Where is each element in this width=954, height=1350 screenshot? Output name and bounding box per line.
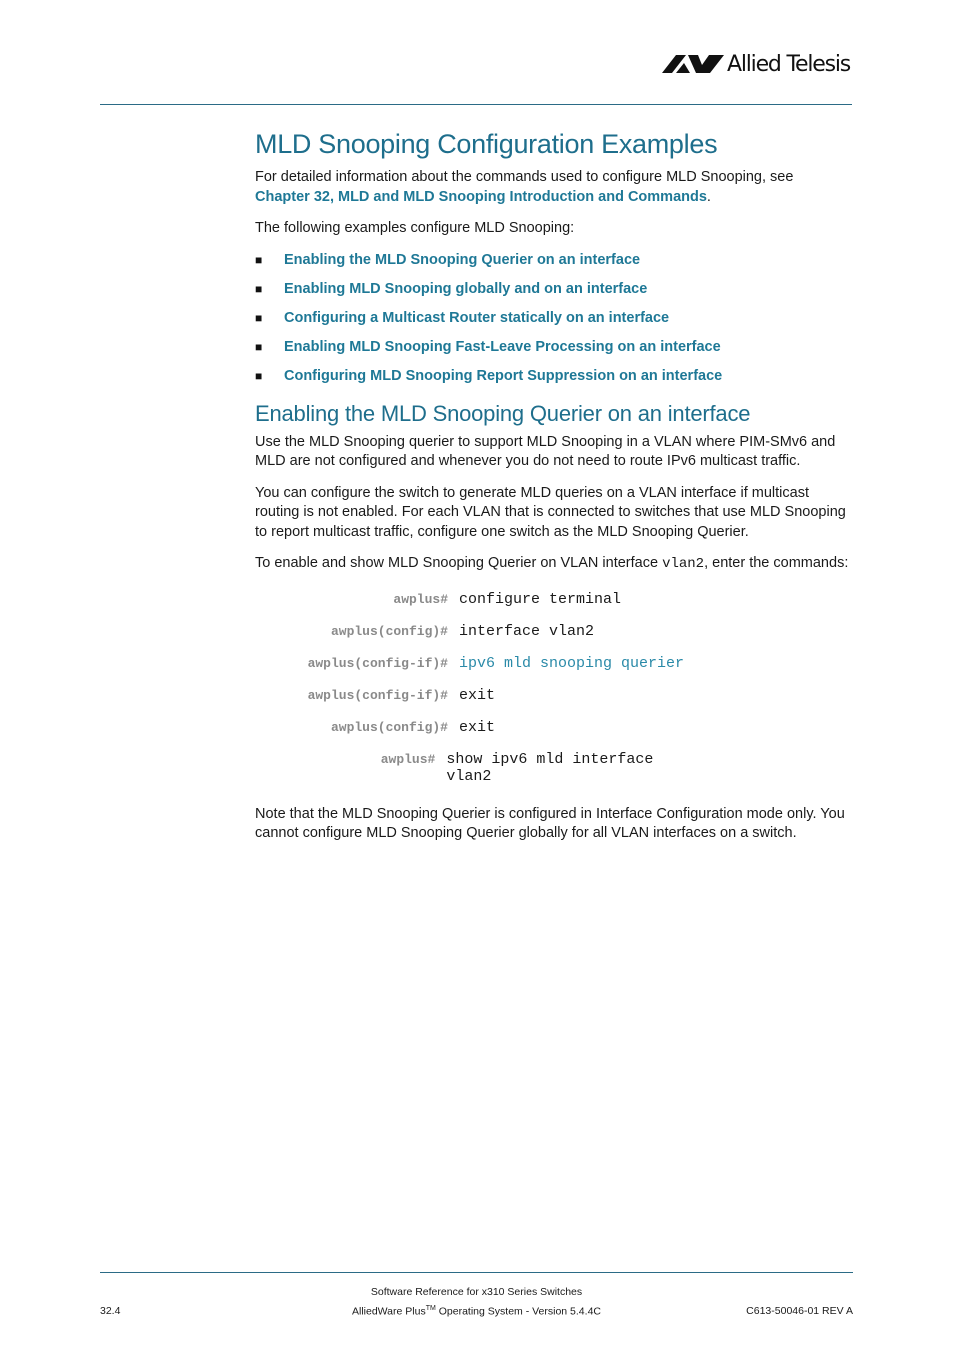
command-prompt: awplus(config)# — [330, 623, 448, 639]
command-text: configure terminal — [459, 590, 622, 608]
intro-end: . — [706, 188, 711, 205]
page-title: MLD Snooping Configuration Examples — [255, 129, 718, 159]
command-row — [0, 719, 700, 751]
example-link[interactable]: Configuring a Multicast Router statically on an interface — [284, 310, 670, 326]
command-text: show ipv6 mld interface vlan2 — [446, 750, 654, 785]
command-row — [0, 687, 700, 719]
example-link[interactable]: Configuring MLD Snooping Report Suppression on an interface — [284, 368, 723, 384]
document-id: C613-50046-01 REV A — [746, 1305, 853, 1317]
header-rule — [100, 104, 852, 105]
footer-version-text: Operating System - Version 5.4.4C — [435, 1305, 601, 1318]
command-text: exit — [459, 686, 496, 704]
brand-name: Allied Telesis — [727, 51, 850, 77]
para3-text-b: , enter the commands: — [704, 555, 849, 571]
note-paragraph: Note that the MLD Snooping Querier is configured in Interface Configuration mode only. You cannot configure MLD Snooping Querier globally for all VLAN interfaces on a switch. — [255, 805, 845, 841]
list-item — [255, 333, 855, 362]
list-item — [255, 362, 855, 391]
examples-list — [255, 246, 855, 391]
examples-lead: The following examples configure MLD Snooping: — [255, 220, 575, 236]
command-text: exit — [459, 718, 496, 736]
command-row — [0, 591, 700, 623]
intro-paragraph — [255, 168, 855, 207]
example-link[interactable]: Enabling MLD Snooping Fast-Leave Processing on an interface — [284, 339, 721, 355]
intro-text: For detailed information about the commands used to configure MLD Snooping, see — [255, 169, 794, 185]
inline-code-vlan2: vlan2 — [662, 556, 705, 572]
command-prompt: awplus(config-if)# — [307, 655, 448, 671]
footer-version — [100, 1305, 853, 1318]
bullet-square-icon: ■ — [255, 282, 263, 296]
footer-tm: TM — [425, 1305, 436, 1312]
list-item — [255, 304, 855, 333]
section-paragraph-3 — [255, 554, 855, 575]
command-row — [0, 623, 700, 655]
bullet-square-icon: ■ — [255, 253, 263, 267]
chapter-link[interactable]: Chapter 32, MLD and MLD Snooping Introduction and Commands — [255, 188, 707, 205]
section-paragraph-2: You can configure the switch to generate MLD queries on a VLAN interface if multicast routing is not enabled. For each VLAN that is connected to switches that use MLD Snooping to report multicast traffic, configure one switch as the MLD Snooping Querier. — [255, 484, 846, 540]
bullet-square-icon: ■ — [255, 311, 263, 325]
footer-rule — [100, 1272, 853, 1273]
command-row — [0, 751, 700, 783]
footer-title: Software Reference for x310 Series Switches — [370, 1286, 583, 1298]
command-prompt: awplus(config-if)# — [307, 687, 448, 703]
example-link[interactable]: Enabling MLD Snooping globally and on an interface — [284, 281, 648, 297]
command-prompt: awplus# — [380, 751, 436, 767]
example-link[interactable]: Enabling the MLD Snooping Querier on an interface — [284, 252, 641, 268]
bullet-square-icon: ■ — [255, 369, 263, 383]
command-row — [0, 655, 700, 687]
command-block — [0, 591, 700, 783]
section-heading: Enabling the MLD Snooping Querier on an interface — [255, 400, 751, 426]
footer-product: AlliedWare Plus — [351, 1305, 426, 1318]
command-text: interface vlan2 — [459, 622, 595, 640]
para3-text-a: To enable and show MLD Snooping Querier on VLAN interface — [255, 555, 663, 571]
command-text-highlighted: ipv6 mld snooping querier — [459, 654, 685, 672]
allied-telesis-logo — [662, 50, 850, 78]
command-prompt: awplus(config)# — [330, 719, 448, 735]
page-content — [255, 126, 855, 844]
command-prompt: awplus# — [393, 591, 448, 607]
list-item — [255, 246, 855, 275]
bullet-square-icon: ■ — [255, 340, 263, 354]
page-number: 32.4 — [100, 1305, 121, 1317]
list-item — [255, 275, 855, 304]
section-paragraph-1: Use the MLD Snooping querier to support MLD Snooping in a VLAN where PIM-SMv6 and MLD are not configured and whenever you do not need to route IPv6 multicast traffic. — [255, 433, 836, 469]
allied-telesis-mark-icon — [662, 55, 724, 73]
